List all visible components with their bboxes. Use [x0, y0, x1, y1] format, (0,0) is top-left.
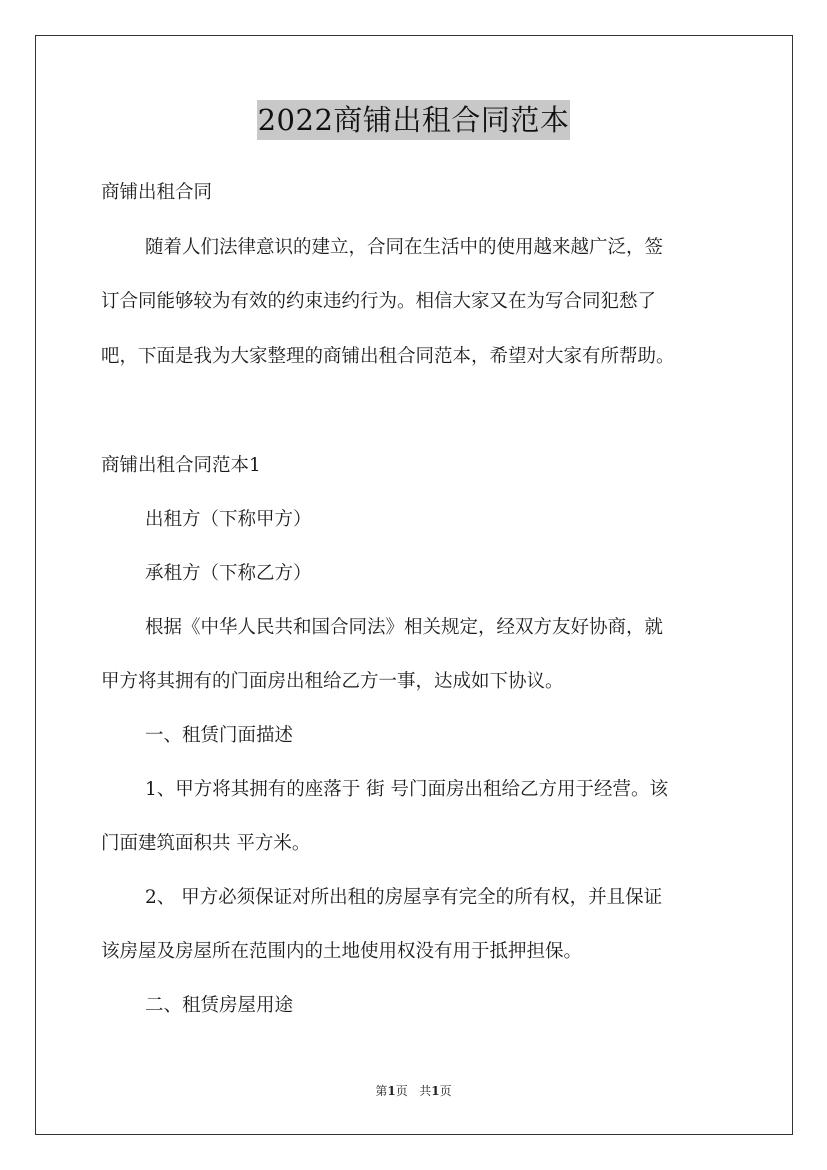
paragraph-line: 吧，下面是我为大家整理的商铺出租合同范本，希望对大家有所帮助。 — [101, 346, 675, 367]
paragraph-line: 出租方（下称甲方） — [145, 509, 312, 530]
paragraph-line: 甲方将其拥有的门面房出租给乙方一事，达成如下协议。 — [101, 671, 564, 692]
footer-page-prefix: 第 — [375, 1084, 388, 1098]
paragraph-line: 1、甲方将其拥有的座落于 街 号门面房出租给乙方用于经营。该 — [145, 779, 669, 800]
section-heading: 商铺出租合同 — [101, 182, 213, 203]
subsection-heading: 二、租赁房屋用途 — [145, 995, 294, 1016]
footer-total-number: 1 — [431, 1084, 440, 1098]
footer-total-suffix: 页 — [439, 1084, 452, 1098]
document-title: 2022商铺出租合同范本 — [257, 100, 571, 140]
paragraph-line: 门面建筑面积共 平方米。 — [101, 833, 311, 854]
footer-total-prefix: 共 — [419, 1084, 432, 1098]
paragraph-line: 根据《中华人民共和国合同法》相关规定，经双方友好协商，就 — [145, 617, 664, 638]
paragraph-line: 承租方（下称乙方） — [145, 563, 312, 584]
paragraph-line: 该房屋及房屋所在范围内的土地使用权没有用于抵押担保。 — [101, 941, 583, 962]
paragraph-line: 随着人们法律意识的建立，合同在生活中的使用越来越广泛，签 — [145, 237, 664, 258]
paragraph-line: 2、 甲方必须保证对所出租的房屋享有完全的所有权，并且保证 — [145, 887, 663, 908]
footer-page-suffix: 页 — [395, 1084, 408, 1098]
page-footer — [0, 1083, 827, 1099]
subsection-heading: 一、租赁门面描述 — [145, 725, 294, 746]
footer-page-number: 1 — [387, 1084, 396, 1098]
section-heading: 商铺出租合同范本1 — [101, 455, 261, 476]
paragraph-line: 订合同能够较为有效的约束违约行为。相信大家又在为写合同犯愁了 — [101, 291, 657, 312]
title-container — [0, 100, 827, 140]
